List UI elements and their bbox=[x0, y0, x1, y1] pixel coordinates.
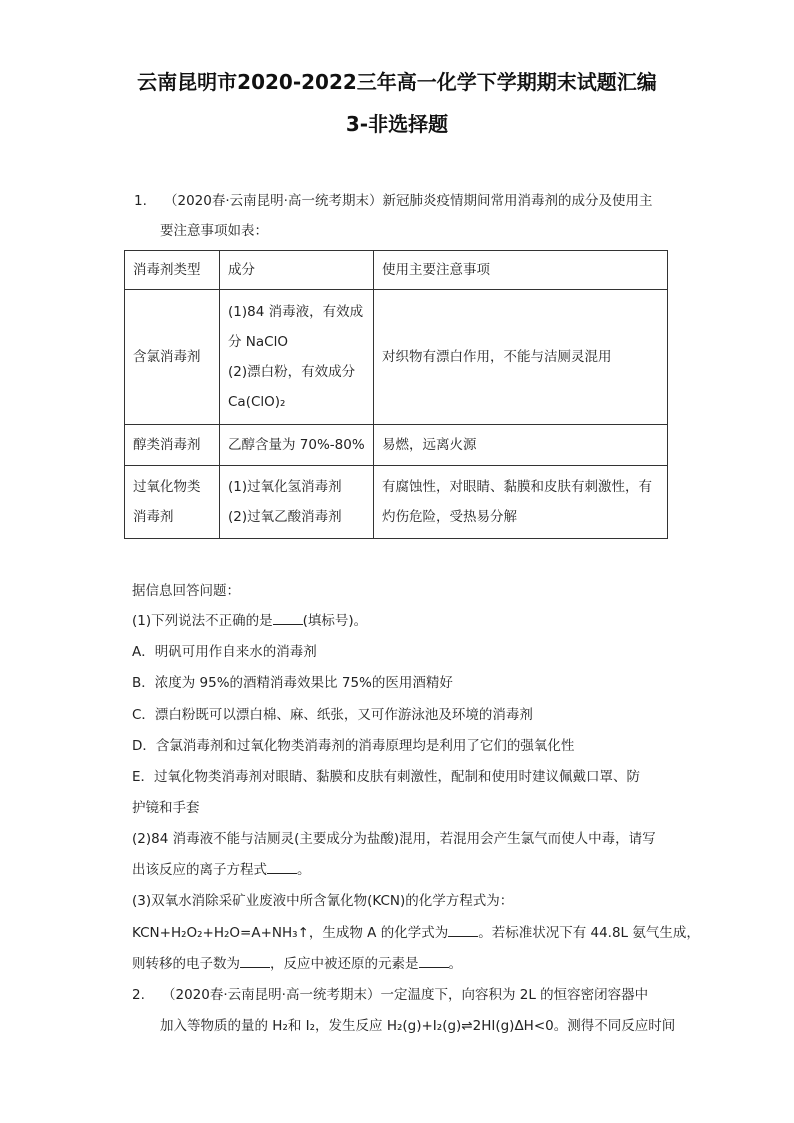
sub-question-text: 则转移的电子数为 bbox=[132, 956, 240, 972]
cell-line: 过氧化物类 bbox=[133, 479, 201, 495]
sub-question-1 bbox=[132, 610, 367, 632]
cell-line: Ca(ClO)₂ bbox=[228, 394, 286, 410]
question-number: 2. bbox=[132, 987, 145, 1003]
cell-line: 消毒剂 bbox=[133, 509, 174, 525]
answer-blank[interactable] bbox=[240, 955, 270, 968]
table-header-row bbox=[125, 251, 668, 290]
sub-question-text: ，反应中被还原的元素是 bbox=[270, 956, 419, 972]
question-2-line2: 加入等物质的量的 H₂和 I₂，发生反应 H₂(g)+I₂(g)⇌2HI(g)ΔH<0。测得不同反应时间 bbox=[160, 1018, 676, 1034]
cell-line: 有腐蚀性，对眼睛、黏膜和皮肤有刺激性，有 bbox=[382, 479, 652, 495]
option-c: C．漂白粉既可以漂白棉、麻、纸张，又可作游泳池及环境的消毒剂 bbox=[132, 707, 533, 723]
header-cell: 消毒剂类型 bbox=[125, 251, 220, 290]
answer-blank[interactable] bbox=[273, 612, 303, 625]
table-cell bbox=[125, 466, 220, 539]
sub-question-2-line2 bbox=[132, 859, 311, 881]
table-cell: 醇类消毒剂 bbox=[125, 425, 220, 466]
sub-question-2-line1: (2)84 消毒液不能与洁厕灵(主要成分为盐酸)混用，若混用会产生氯气而使人中毒，请写 bbox=[132, 831, 656, 847]
sub-question-text: (填标号)。 bbox=[302, 613, 368, 629]
cell-line: (2)过氧乙酸消毒剂 bbox=[228, 509, 342, 525]
sub-question-3-equation bbox=[132, 922, 700, 944]
sub-question-text: 。若标准状况下有 44.8L 氨气生成， bbox=[478, 925, 700, 941]
table-row bbox=[125, 425, 668, 466]
document-title: 云南昆明市2020-2022三年高一化学下学期期末试题汇编 bbox=[137, 70, 657, 94]
sub-question-3-line1: (3)双氧水消除采矿业废液中所含氰化物(KCN)的化学方程式为： bbox=[132, 893, 514, 909]
option-a: A．明矾可用作自来水的消毒剂 bbox=[132, 644, 317, 660]
cell-line: (2)漂白粉，有效成分 bbox=[228, 364, 356, 380]
answer-blank[interactable] bbox=[267, 861, 297, 874]
sub-question-text: 出该反应的离子方程式 bbox=[132, 862, 267, 878]
sub-question-text: (1)下列说法不正确的是 bbox=[132, 613, 273, 629]
document-subtitle: 3-非选择题 bbox=[345, 112, 449, 136]
question-2-line1 bbox=[132, 984, 649, 1006]
question-intro: 据信息回答问题： bbox=[132, 583, 240, 599]
question-number: 1. bbox=[134, 193, 147, 209]
header-cell: 使用主要注意事项 bbox=[374, 251, 668, 290]
option-b: B．浓度为 95%的酒精消毒效果比 75%的医用酒精好 bbox=[132, 675, 453, 691]
table-cell: 含氯消毒剂 bbox=[125, 290, 220, 425]
table-cell bbox=[220, 290, 374, 425]
table-cell: 对织物有漂白作用，不能与洁厕灵混用 bbox=[374, 290, 668, 425]
punctuation: 。 bbox=[448, 956, 462, 972]
sub-question-3-line3 bbox=[132, 953, 462, 975]
table-cell bbox=[374, 466, 668, 539]
table-cell: 乙醇含量为 70%-80% bbox=[220, 425, 374, 466]
table-row bbox=[125, 466, 668, 539]
table-row bbox=[125, 290, 668, 425]
disinfectant-table bbox=[124, 250, 668, 539]
question-2-text: （2020春·云南昆明·高一统考期末）一定温度下，向容积为 2L 的恒容密闭容器中 bbox=[162, 987, 649, 1003]
answer-blank[interactable] bbox=[448, 924, 478, 937]
question-1-text-line1: （2020春·云南昆明·高一统考期末）新冠肺炎疫情期间常用消毒剂的成分及使用主 bbox=[164, 193, 653, 209]
cell-line: 灼伤危险，受热易分解 bbox=[382, 509, 517, 525]
cell-line: 分 NaClO bbox=[228, 334, 288, 350]
option-d: D．含氯消毒剂和过氧化物类消毒剂的消毒原理均是利用了它们的强氧化性 bbox=[132, 738, 575, 754]
table-cell: 易燃，远离火源 bbox=[374, 425, 668, 466]
cell-line: (1)过氧化氢消毒剂 bbox=[228, 479, 342, 495]
cell-line: (1)84 消毒液，有效成 bbox=[228, 304, 364, 320]
option-e-line2: 护镜和手套 bbox=[132, 800, 200, 816]
punctuation: 。 bbox=[297, 862, 311, 878]
header-cell: 成分 bbox=[220, 251, 374, 290]
answer-blank[interactable] bbox=[419, 955, 449, 968]
option-e-line1: E．过氧化物类消毒剂对眼睛、黏膜和皮肤有刺激性，配制和使用时建议佩戴口罩、防 bbox=[132, 769, 641, 785]
question-1-text-line2: 要注意事项如表： bbox=[160, 223, 268, 239]
table-cell bbox=[220, 466, 374, 539]
chemical-equation: KCN+H₂O₂+H₂O=A+NH₃↑，生成物 A 的化学式为 bbox=[132, 925, 449, 941]
